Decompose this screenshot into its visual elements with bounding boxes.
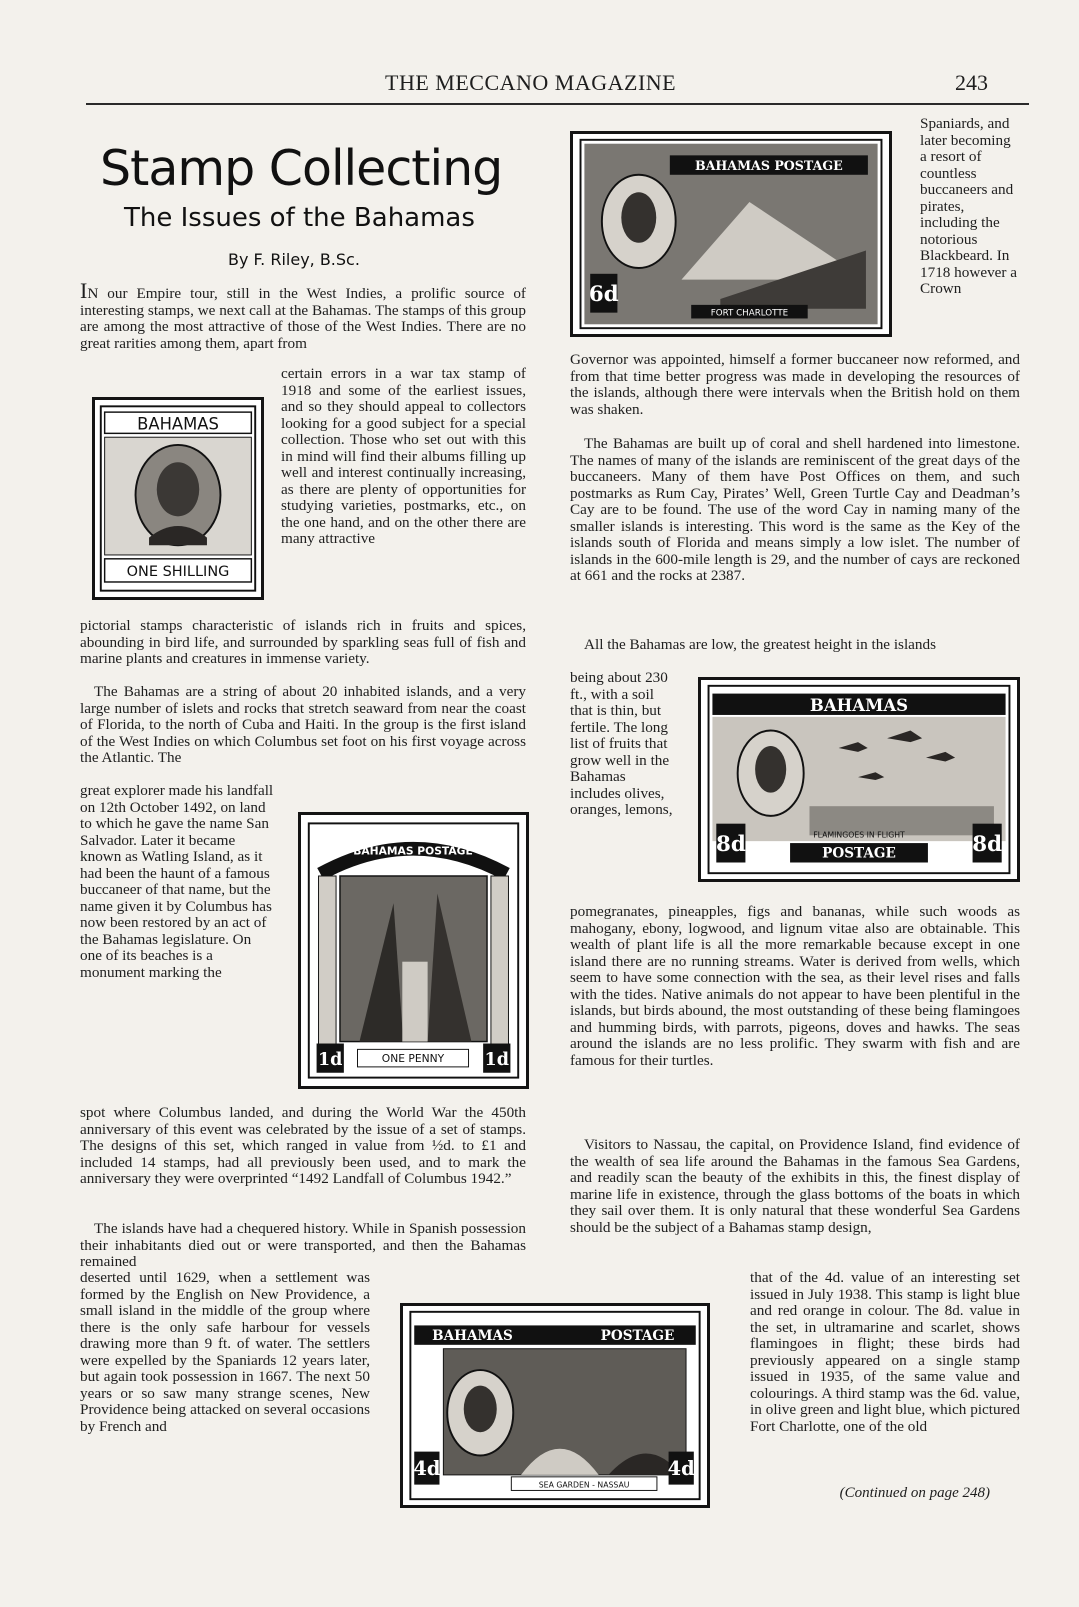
stamp-legend-right: POSTAGE (600, 1327, 675, 1344)
drop-cap: I (80, 278, 88, 303)
header-rule (86, 103, 1029, 105)
stamp-sea-garden-art (403, 1306, 707, 1505)
stamp-value: ONE SHILLING (126, 564, 230, 581)
article-subtitle: The Issues of the Bahamas (124, 203, 475, 233)
stamp-one-penny-art (301, 815, 526, 1086)
stamp-legend: BAHAMAS POSTAGE (353, 844, 473, 858)
paragraph-islands-b: great explorer made his landfall on 12th October 1492, on land to which he gave the name San Salvador. Later it became known as Watling Island, as it had been the haunt of a famous buccaneer of that name, but the name given it by Columbus has now been restored by an act of the Bahamas legislature. On one of its beaches is a monument marking the (80, 782, 274, 981)
stamp-country: BAHAMAS (137, 414, 219, 434)
paragraph-history-c: Spaniards, and later becoming a resort of countless buccaneers and pirates, including the notorious Blackbeard. In 1718 however a Crown (920, 115, 1017, 297)
article-title: Stamp Collecting (100, 140, 503, 197)
paragraph-sea-gardens-a: Visitors to Nassau, the capital, on Providence Island, find evidence of the wealth of sea life around the Bahamas in the famous Sea Gardens, and readily scan the beauty of the exhibits in this, the finest display of marine life in existence, through the glass bottoms of the boats in which they sail over them. It is only natural that these wonderful Sea Gardens should be the subject of a Bahamas stamp design, (570, 1136, 1020, 1236)
paragraph-islands-a: The Bahamas are a string of about 20 inhabited islands, and a very large number of islets and rocks that stretch seaward from near the coast of Florida, to the north of Cuba and Haiti. In the group is the first island of the West Indies on which Columbus set foot on his first voyage across the Atlantic. The (80, 683, 526, 766)
paragraph-intro-b: certain errors in a war tax stamp of 1918 and some of the earliest issues, and so they should appeal to collectors looking for a good subject for a special collection. Those who set out with this in mind will find their albums filling up well and interest continually increasing, as there are plenty of opportunities for studying varieties, postmarks, etc., on the one hand, and on the other there are many attractive (281, 365, 526, 547)
paragraph-geology: The Bahamas are built up of coral and shell hardened into limestone. The names of many of the islands are reminiscent of the great days of the buccaneers. Many of them have Post Offices on them, and such postmarks as Rum Cay, Pirates’ Well, Green Turtle Cay and Deadman’s Cay are to be found. The use of the word Cay in naming many of the smaller islands is interesting. This word is the same as the Key of the islands south of Florida and means simply a low islet. The number of islands in the 600-mile length is 29, and the number of cays are reckoned at 661 and the rocks at 2387. (570, 435, 1020, 584)
stamp-fort-charlotte (570, 131, 892, 337)
stamp-country: BAHAMAS (809, 696, 909, 716)
stamp-one-penny (298, 812, 529, 1089)
paragraph-produce-c: pomegranates, pineapples, figs and bananas, while such woods as mahogany, ebony, logwood, and lignum vitae also are obtainable. This wealth of plant life is all the more remarkable because except in one island there are no running streams. Water is derived from wells, which seem to have some connection with the sea, as their level rises and falls with the tides. Native animals do not appear to have been plentiful in the islands, but birds abound, the most outstanding of these being flamingoes and humming birds, with parrots, pigeons, doves and hawks. The seas around the islands are no less prolific. They swarm with fish and are famous for their turtles. (570, 903, 1020, 1069)
stamp-corner-left: 1d (318, 1049, 343, 1070)
page-number: 243 (955, 70, 988, 95)
paragraph-history-b: deserted until 1629, when a settlement was formed by the English on New Providence, a small island in the middle of the group where there is the only safe harbour for vessels drawing more than 9 ft. of water. The settlers were expelled by the Spaniards 12 years later, but again took possession in 1667. The next 50 years or so saw many strange scenes, New Providence being attacked on several occasions by French and (80, 1269, 370, 1435)
paragraph-intro-a-text: N our Empire tour, still in the West Indies, a prolific source of interesting stamps, we next call at the Bahamas. The stamps of this group are among the most attractive of those of the West Indies. There are no great rarities among them, apart from (80, 285, 526, 352)
stamp-fort-charlotte-art (573, 134, 889, 334)
stamp-caption: SEA GARDEN - NASSAU (538, 1480, 630, 1490)
paragraph-sea-gardens-b: that of the 4d. value of an interesting set issued in July 1938. This stamp is light blue and red orange in colour. The 8d. value in the set, in ultramarine and scarlet, shows flamingoes in flight; these birds had previously appeared on a single stamp issued in 1935, of the same value and colourings. A third stamp was the 6d. value, in olive green and light blue, which pictured Fort Charlotte, one of the old (750, 1269, 1020, 1435)
stamp-sea-garden (400, 1303, 710, 1508)
running-head: THE MECCANO MAGAZINE (385, 70, 677, 95)
stamp-value: ONE PENNY (381, 1052, 445, 1066)
stamp-legend-left: BAHAMAS (432, 1327, 513, 1344)
stamp-one-shilling-art (95, 400, 261, 597)
stamp-legend: POSTAGE (822, 845, 896, 862)
stamp-flamingoes (698, 677, 1020, 882)
continued-note: (Continued on page 248) (839, 1485, 990, 1501)
stamp-corner-left: 8d (715, 831, 746, 857)
stamp-flamingoes-art (701, 680, 1017, 879)
stamp-corner-right: 4d (667, 1456, 695, 1480)
stamp-caption: FORT CHARLOTTE (710, 308, 789, 319)
paragraph-produce-b: being about 230 ft., with a soil that is thin, but fertile. The long list of fruits that grow well in the Bahamas includes olives, oranges, lemons, (570, 669, 673, 818)
stamp-corner-right: 8d (972, 831, 1003, 857)
paragraph-intro-a (80, 278, 526, 352)
stamp-corner: 6d (588, 281, 619, 307)
paragraph-history-d: Governor was appointed, himself a former buccaneer now reformed, and from that time better progress was made in developing the resources of the islands, although there were intervals when the British hold on them was shaken. (570, 351, 1020, 418)
paragraph-islands-c: spot where Columbus landed, and during the World War the 450th anniversary of this event was celebrated by the issue of a set of stamps. The designs of this set, which ranged in value from ½d. to £1 and included 14 stamps, had all previously been used, and to mark the anniversary they were overprinted “1492 Landfall of Columbus 1942.” (80, 1104, 526, 1187)
paragraph-history-a: The islands have had a chequered history. While in Spanish possession their inhabitants died out or were transported, and then the Bahamas remained (80, 1220, 526, 1270)
stamp-caption: FLAMINGOES IN FLIGHT (813, 830, 905, 840)
stamp-one-shilling (92, 397, 264, 600)
stamp-corner-left: 4d (413, 1456, 441, 1480)
stamp-legend: BAHAMAS POSTAGE (694, 157, 843, 173)
paragraph-produce-a: All the Bahamas are low, the greatest height in the islands (584, 636, 937, 653)
paragraph-intro-c: pictorial stamps characteristic of islands rich in fruits and spices, abounding in bird life, and surrounded by sparkling seas full of fish and marine plants and creatures in immense variety. (80, 617, 526, 667)
stamp-corner-right: 1d (484, 1049, 509, 1070)
byline: By F. Riley, B.Sc. (228, 250, 360, 269)
